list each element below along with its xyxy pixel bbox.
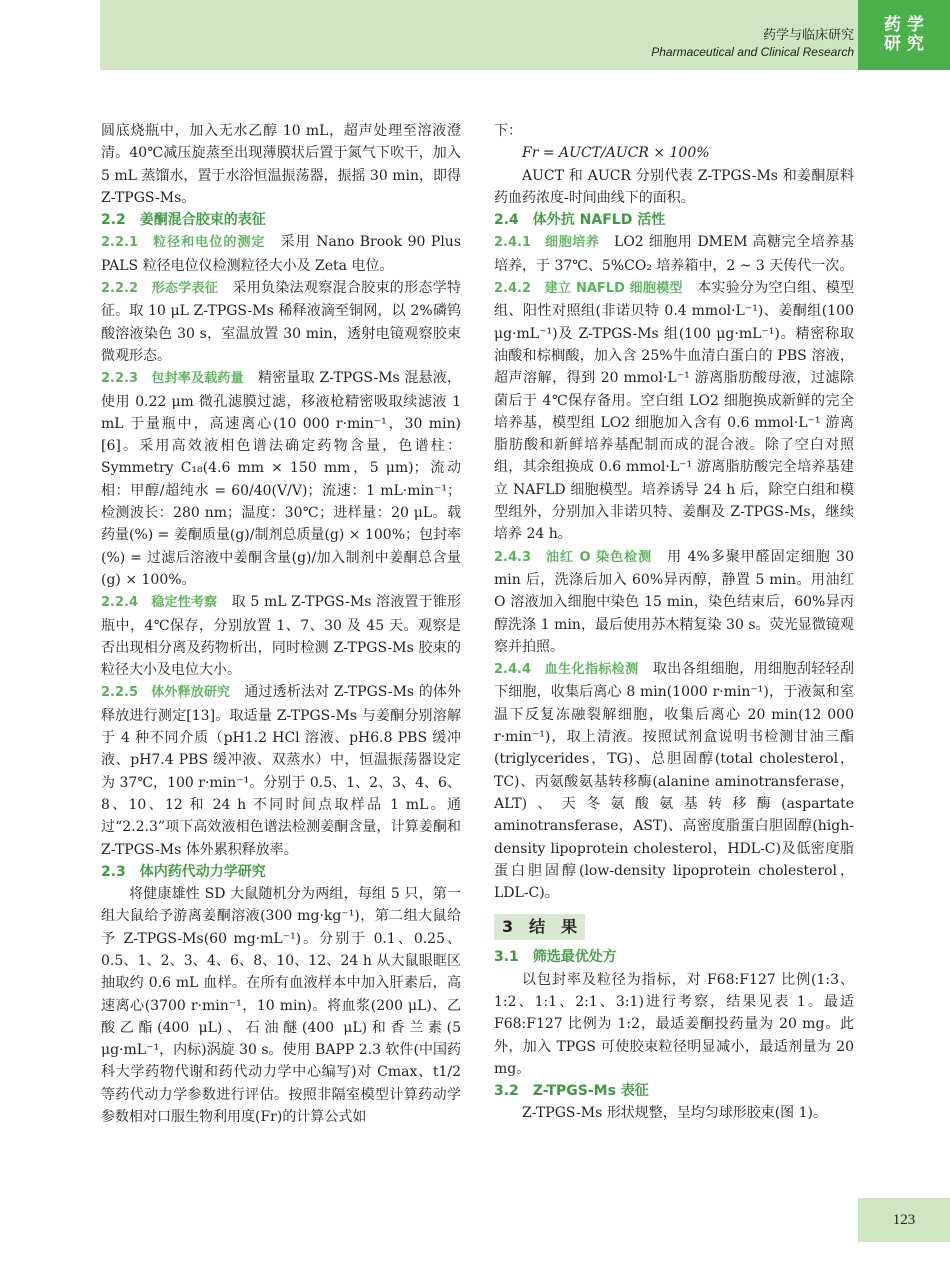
section-heading: 3.2 Z-TPGS-Ms 表征 <box>494 1083 649 1100</box>
journal-logo <box>858 0 950 70</box>
subsection-heading: 2.2.2 形态学表征 <box>101 281 219 297</box>
section-heading: 2.2 姜酮混合胶束的表征 <box>101 212 266 229</box>
body-paragraph: 圆底烧瓶中，加入无水乙醇 10 mL，超声处理至溶液澄清。40℃减压旋蒸至出现薄膜状后置于氮气下吹干，加入 5 mL 蒸馏水，置于水浴恒温振荡器，振摇 30 min，即得 Z-TPGS-Ms。 <box>101 123 461 206</box>
page-number: 123 <box>858 1198 950 1242</box>
left-column <box>101 120 461 1128</box>
subsection-heading: 2.4.4 血生化指标检测 <box>494 662 639 678</box>
logo-line-2: 研 究 <box>884 34 924 54</box>
subsection-heading: 2.2.3 包封率及载药量 <box>101 371 244 387</box>
paragraph-text: 取出各组细胞，用细胞刮轻轻刮下细胞，收集后离心 8 min(1000 r·min⁻¹)，于液氮和室温下反复冻融裂解细胞，收集后离心 20 min(12 000 r·min⁻¹)，取上清液。按照试剂盒说明书检测甘油三酯(triglycerides，TG)、总胆固醇(total cholesterol，TC)、丙氨酸氨基转移酶(alanine aminotransferase，ALT)、天冬氨酸氨基转移酶(aspartate aminotransferase，AST)、高密度脂蛋白胆固醇(high-density lipoprotein cholesterol，HDL-C)及低密度脂蛋白胆固醇(low-density lipoprotein cholesterol，LDL-C)。 <box>494 661 854 902</box>
subsection-paragraph <box>101 681 461 860</box>
subsection-paragraph <box>101 367 461 591</box>
subsection-heading: 2.2.4 稳定性考察 <box>101 595 218 611</box>
subsection-paragraph <box>101 231 461 277</box>
section-heading: 2.3 体内药代动力学研究 <box>101 863 266 880</box>
body-paragraph: Z-TPGS-Ms 形状规整，呈均匀球形胶束(图 1)。 <box>522 1105 827 1122</box>
paragraph-text: 通过透析法对 Z-TPGS-Ms 的体外释放进行测定[13]。取适量 Z-TPGS-Ms 与姜酮分别溶解于 4 种不同介质（pH1.2 HCl 溶液、pH6.8 PBS 缓冲液、pH7.4 PBS 缓冲液、双蒸水）中，恒温振荡器设定为 37℃，100 r·min⁻¹。分别于 0.5、1、2、3、4、6、8、10、12 和 24 h 不同时间点取样品 1 mL。通过“2.2.3”项下高效液相色谱法检测姜酮含量，计算姜酮和 Z-TPGS-Ms 体外累积释放率。 <box>101 684 462 858</box>
paragraph-text: 精密量取 Z-TPGS-Ms 混悬液，使用 0.22 μm 微孔滤膜过滤，移液枪精密吸取续滤液 1 mL 于量瓶中，高速离心(10 000 r·min⁻¹，30 min)[6]。采用高效液相色谱法确定药物含量，色谱柱：Symmetry C₁₈(4.6 mm × 150 mm，5 μm)；流动相：甲醇/超纯水 = 60/40(V/V)；流速：1 mL·min⁻¹；检测波长：280 nm；温度：30℃；进样量：20 μL。载药量(%) = 姜酮质量(g)/制剂总质量(g) × 100%；包封率(%) = 过滤后溶液中姜酮含量(g)/加入制剂中姜酮总含量(g) × 100%。 <box>101 370 462 588</box>
logo-line-1: 药 学 <box>884 15 924 35</box>
journal-title-en: Pharmaceutical and Clinical Research <box>651 45 854 59</box>
header-band <box>100 0 950 70</box>
subsection-paragraph <box>494 277 854 546</box>
paragraph-text: LO2 细胞用 DMEM 高糖完全培养基培养，于 37℃、5%CO₂ 培养箱中，2 ~ 3 天传代一次。 <box>494 234 855 274</box>
main-section-heading: 3 结 果 <box>494 914 585 940</box>
section-heading: 2.4 体外抗 NAFLD 活性 <box>494 212 666 229</box>
body-paragraph: AUCT 和 AUCR 分别代表 Z-TPGS-Ms 和姜酮原料药血药浓度-时间曲线下的面积。 <box>494 167 854 206</box>
equation: Fr = AUCT/AUCR × 100% <box>522 145 710 162</box>
subsection-paragraph <box>101 591 461 681</box>
subsection-paragraph <box>494 231 854 277</box>
subsection-paragraph <box>101 277 461 367</box>
subsection-heading: 2.4.1 细胞培养 <box>494 235 600 251</box>
paragraph-text: 用 4%多聚甲醛固定细胞 30 min 后，洗涤后加入 60%异丙醇，静置 5 min。用油红 O 溶液加入细胞中染色 15 min，染色结束后，60%异丙醇洗涤 1 min，最后使用苏木精复染 30 s。荧光显微镜观察并拍照。 <box>494 548 854 655</box>
subsection-paragraph <box>494 546 854 658</box>
subsection-heading: 2.2.5 体外释放研究 <box>101 685 231 701</box>
paragraph-text: 本实验分为空白组、模型组、阳性对照组(非诺贝特 0.4 mmol·L⁻¹)、姜酮组(100 μg·mL⁻¹)及 Z-TPGS-Ms 组(100 μg·mL⁻¹)。精密称取油酸和棕榈酸，加入含 25%牛血清白蛋白的 PBS 溶液，超声溶解，得到 20 mmol·L⁻¹ 游离脂肪酸母液，过滤除菌后于 4℃保存备用。空白组 LO2 细胞换成新鲜的完全培养基，模型组 LO2 细胞加入含有 0.6 mmol·L⁻¹ 游离脂肪酸和新鲜培养基配制而成的混合液。除了空白对照组，其余组换成 0.6 mmol·L⁻¹ 游离脂肪酸完全培养基建立 NAFLD 细胞模型。培养诱导 24 h 后，除空白组和模型组外，分别加入非诺贝特、姜酮及 Z-TPGS-Ms，继续培养 24 h。 <box>494 280 855 543</box>
subsection-heading: 2.4.2 建立 NAFLD 细胞模型 <box>494 281 683 297</box>
right-column <box>494 120 854 1125</box>
body-paragraph: 将健康雄性 SD 大鼠随机分为两组，每组 5 只，第一组大鼠给予游离姜酮溶液(300 mg·kg⁻¹)，第二组大鼠给予 Z-TPGS-Ms(60 mg·mL⁻¹)。分别于 0.1、0.25、0.5、1、2、3、4、6、8、10、12、24 h 从大鼠眼眶区抽取约 0.6 mL 血样。在所有血液样本中加入肝素后，高速离心(3700 r·min⁻¹，10 min)。将血浆(200 μL)、乙酸乙酯(400 μL)、石油醚(400 μL)和香兰素(5 μg·mL⁻¹，内标)涡旋 30 s。使用 BAPP 2.3 软件(中国药科大学药物代谢和药代动力学中心编写)对 Cmax、t1/2 等药代动力学参数进行评估。按照非隔室模型计算药动学参数相对口服生物利用度(Fr)的计算公式如 <box>101 886 461 1126</box>
subsection-heading: 2.4.3 油红 O 染色检测 <box>494 549 653 565</box>
section-heading: 3.1 筛选最优处方 <box>494 949 617 966</box>
subsection-heading: 2.2.1 粒径和电位的测定 <box>101 235 266 251</box>
body-paragraph: 以包封率及粒径为指标，对 F68:F127 比例(1:3、1:2、1:1、2:1、3:1)进行考察，结果见表 1。最适 F68:F127 比例为 1:2，最适姜酮投药量为 20 mg。此外，加入 TPGS 可使胶束粒径明显减小，最适剂量为 20 mg。 <box>494 971 854 1077</box>
paragraph-text: 采用负染法观察混合胶束的形态学特征。取 10 μL Z-TPGS-Ms 稀释液滴至铜网，以 2%磷钨酸溶液染色 30 s，室温放置 30 min，透射电镜观察胶束微观形态。 <box>101 280 462 364</box>
body-paragraph: 下： <box>494 123 522 139</box>
journal-title-cn: 药学与临床研究 <box>762 28 854 43</box>
journal-title <box>651 28 854 60</box>
paragraph-text: 采用 Nano Brook 90 Plus PALS 粒径电位仪检测粒径大小及 Zeta 电位。 <box>101 234 462 274</box>
paragraph-text: 取 5 mL Z-TPGS-Ms 溶液置于锥形瓶中，4℃保存，分别放置 1、7、30 及 45 天。观察是否出现相分离及药物析出，同时检测 Z-TPGS-Ms 胶束的粒径大小及电位大小。 <box>101 594 462 679</box>
subsection-paragraph <box>494 658 854 904</box>
